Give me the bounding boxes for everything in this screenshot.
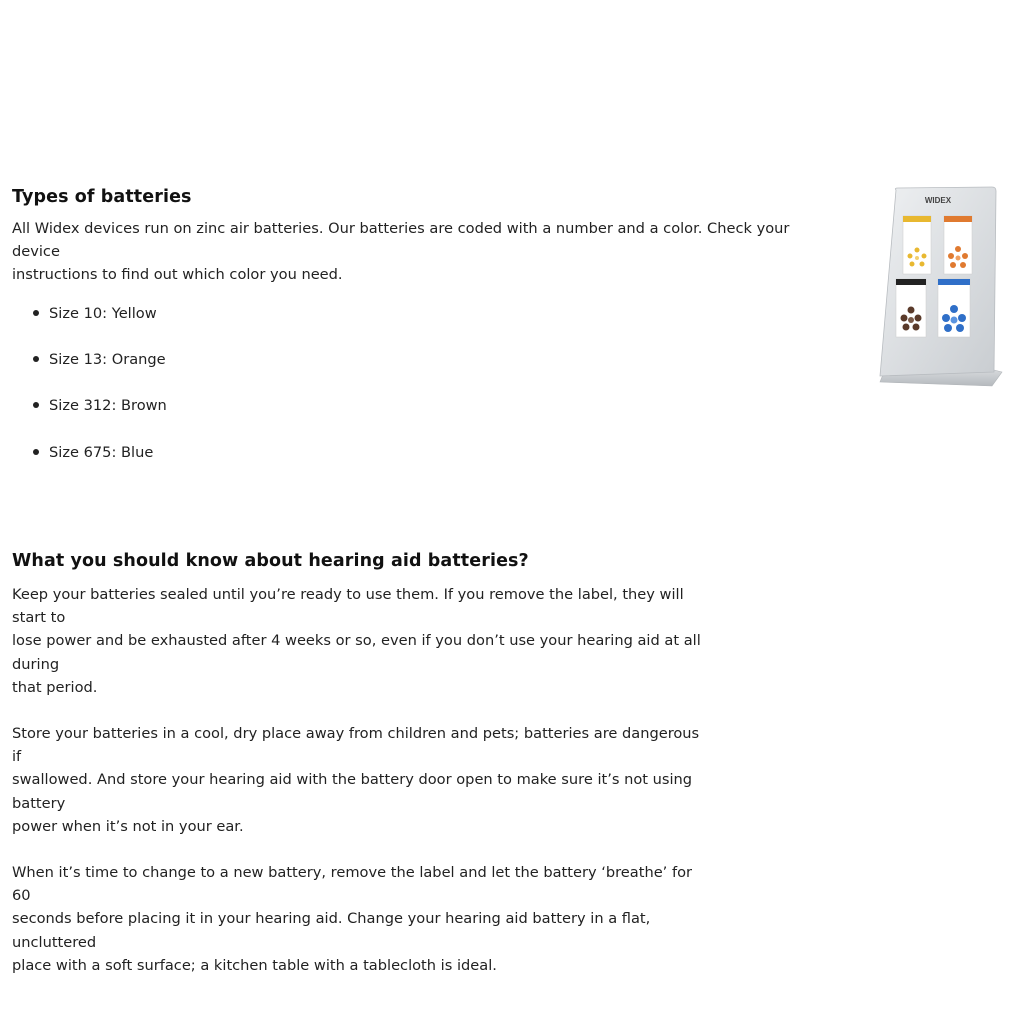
- paragraph-line: that period.: [12, 678, 98, 696]
- list-item: [12, 441, 167, 487]
- battery-tips-section: [12, 548, 712, 977]
- intro-paragraph: [12, 217, 812, 287]
- battery-display-stand-image: [874, 186, 1004, 396]
- list-item-label: Size 13: Orange: [49, 351, 166, 369]
- intro-line: All Widex devices run on zinc air batteries. Our batteries are coded with a number and a color. Check your device: [12, 220, 790, 261]
- orange-battery-card: [944, 216, 972, 274]
- brown-battery-card: [896, 279, 926, 337]
- paragraph-line: power when it’s not in your ear.: [12, 817, 244, 835]
- bullet-icon: [33, 402, 39, 408]
- paragraph: [12, 722, 712, 838]
- intro-line: instructions to find out which color you need.: [12, 266, 343, 284]
- paragraph: [12, 583, 712, 699]
- list-item-label: Size 312: Brown: [49, 397, 167, 415]
- paragraph-line: lose power and be exhausted after 4 weeks or so, even if you don’t use your hearing aid at all during: [12, 632, 701, 673]
- bullet-icon: [33, 449, 39, 455]
- bullet-icon: [33, 310, 39, 316]
- section-heading: What you should know about hearing aid batteries?: [12, 551, 529, 571]
- list-item: [12, 394, 167, 440]
- paragraph-line: seconds before placing it in your hearing aid. Change your hearing aid battery in a flat, uncluttered: [12, 910, 651, 951]
- paragraph-line: Store your batteries in a cool, dry place away from children and pets; batteries are dangerous if: [12, 725, 700, 766]
- paragraph: [12, 861, 712, 977]
- paragraph-line: Keep your batteries sealed until you’re ready to use them. If you remove the label, they will start to: [12, 586, 684, 627]
- section-heading: Types of batteries: [12, 187, 192, 207]
- yellow-battery-card: [903, 216, 931, 274]
- list-item: [12, 348, 167, 394]
- battery-size-list: [12, 302, 167, 487]
- blue-battery-card: [938, 279, 970, 337]
- paragraph-line: When it’s time to change to a new battery, remove the label and let the battery ‘breathe’ for 60: [12, 864, 693, 905]
- types-of-batteries-section: [12, 184, 812, 287]
- brand-logo: WIDEX: [924, 196, 952, 205]
- list-item-label: Size 675: Blue: [49, 443, 154, 461]
- paragraph-line: swallowed. And store your hearing aid with the battery door open to make sure it’s not using battery: [12, 771, 693, 812]
- bullet-icon: [33, 356, 39, 362]
- list-item: [12, 302, 167, 348]
- paragraph-line: place with a soft surface; a kitchen table with a tablecloth is ideal.: [12, 956, 497, 974]
- list-item-label: Size 10: Yellow: [49, 305, 157, 322]
